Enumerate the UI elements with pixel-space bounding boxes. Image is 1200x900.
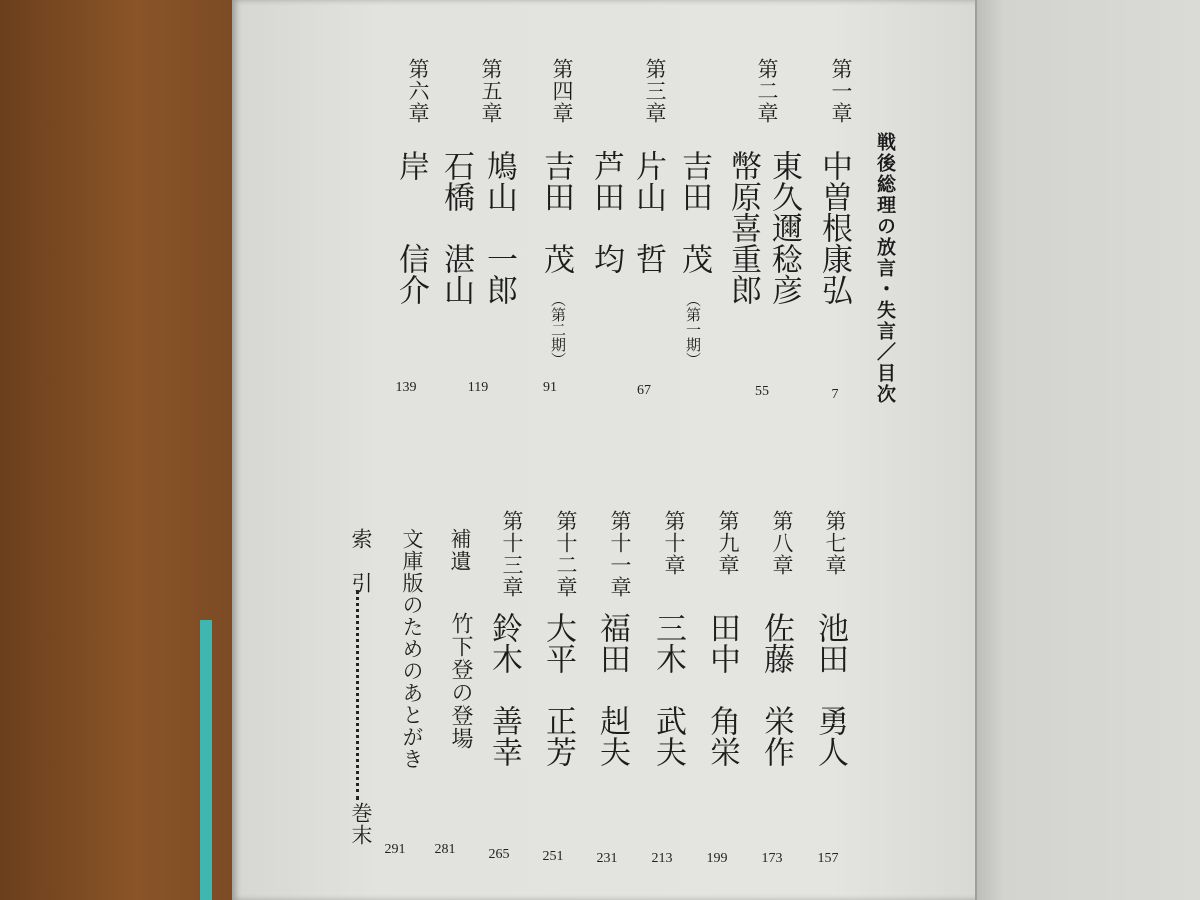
appendix-label: 補遺	[448, 528, 472, 572]
chapter-7-page: 157	[817, 851, 839, 866]
chapter-4-note: （第二期）	[549, 292, 567, 367]
chapter-4-page: 91	[543, 380, 557, 395]
chapter-7-label: 第七章	[823, 510, 847, 576]
chapter-1-name: 中曽根康弘	[816, 150, 852, 305]
chapter-1-label: 第一章	[829, 58, 853, 124]
chapter-7-name: 池田 勇人	[812, 612, 848, 767]
chapter-4-label: 第四章	[550, 58, 574, 124]
chapter-9-page: 199	[706, 851, 728, 866]
chapter-3-note: （第一期）	[684, 292, 702, 367]
chapter-12-label: 第十二章	[554, 510, 578, 598]
book-edge	[200, 620, 212, 900]
chapter-13-name: 鈴木 善幸	[486, 612, 522, 767]
chapter-3-page: 67	[637, 383, 651, 398]
appendix-page: 281	[434, 842, 456, 857]
chapter-9-label: 第九章	[716, 510, 740, 576]
chapter-9-name: 田中 角栄	[704, 612, 740, 767]
appendix-name: 竹下登の登場	[448, 612, 473, 750]
facing-page	[977, 0, 1200, 900]
chapter-8-label: 第八章	[770, 510, 794, 576]
chapter-2-page: 55	[755, 384, 769, 399]
chapter-6-name: 岸 信介	[393, 150, 429, 305]
chapter-2-name-1: 東久邇稔彦	[766, 150, 802, 305]
chapter-3-name-3: 芦田 均	[588, 150, 624, 274]
chapter-5-name-2: 石橋 湛山	[438, 150, 474, 305]
chapter-11-label: 第十一章	[608, 510, 632, 598]
chapter-3-name-2: 片山 哲	[630, 150, 666, 274]
chapter-1-page: 7	[831, 387, 839, 402]
chapter-2-label: 第二章	[755, 58, 779, 124]
index-leader-dots	[356, 590, 361, 800]
index-page: 巻末	[349, 802, 373, 846]
chapter-11-name: 福田 赳夫	[594, 612, 630, 767]
chapter-6-label: 第六章	[406, 58, 430, 124]
chapter-6-page: 139	[395, 380, 417, 395]
chapter-13-label: 第十三章	[500, 510, 524, 598]
chapter-3-label: 第三章	[643, 58, 667, 124]
chapter-12-name: 大平 正芳	[540, 612, 576, 767]
chapter-5-page: 119	[467, 380, 489, 395]
chapter-10-name: 三木 武夫	[650, 612, 686, 767]
chapter-11-page: 231	[596, 851, 618, 866]
chapter-2-name-2: 幣原喜重郎	[725, 150, 761, 305]
afterword-page: 291	[384, 842, 406, 857]
chapter-10-page: 213	[651, 851, 673, 866]
chapter-3-name-1: 吉田 茂	[676, 150, 712, 274]
afterword-label: 文庫版のためのあとがき	[400, 528, 424, 770]
index-label: 索 引	[349, 528, 373, 594]
chapter-8-name: 佐藤 栄作	[758, 612, 794, 767]
chapter-8-page: 173	[761, 851, 783, 866]
chapter-13-page: 265	[488, 847, 510, 862]
chapter-5-name-1: 鳩山 一郎	[481, 150, 517, 305]
chapter-12-page: 251	[542, 849, 564, 864]
chapter-10-label: 第十章	[662, 510, 686, 576]
chapter-5-label: 第五章	[479, 58, 503, 124]
toc-title: 戦後総理の放言・失言／目次	[874, 132, 896, 405]
chapter-4-name: 吉田 茂	[538, 150, 574, 274]
